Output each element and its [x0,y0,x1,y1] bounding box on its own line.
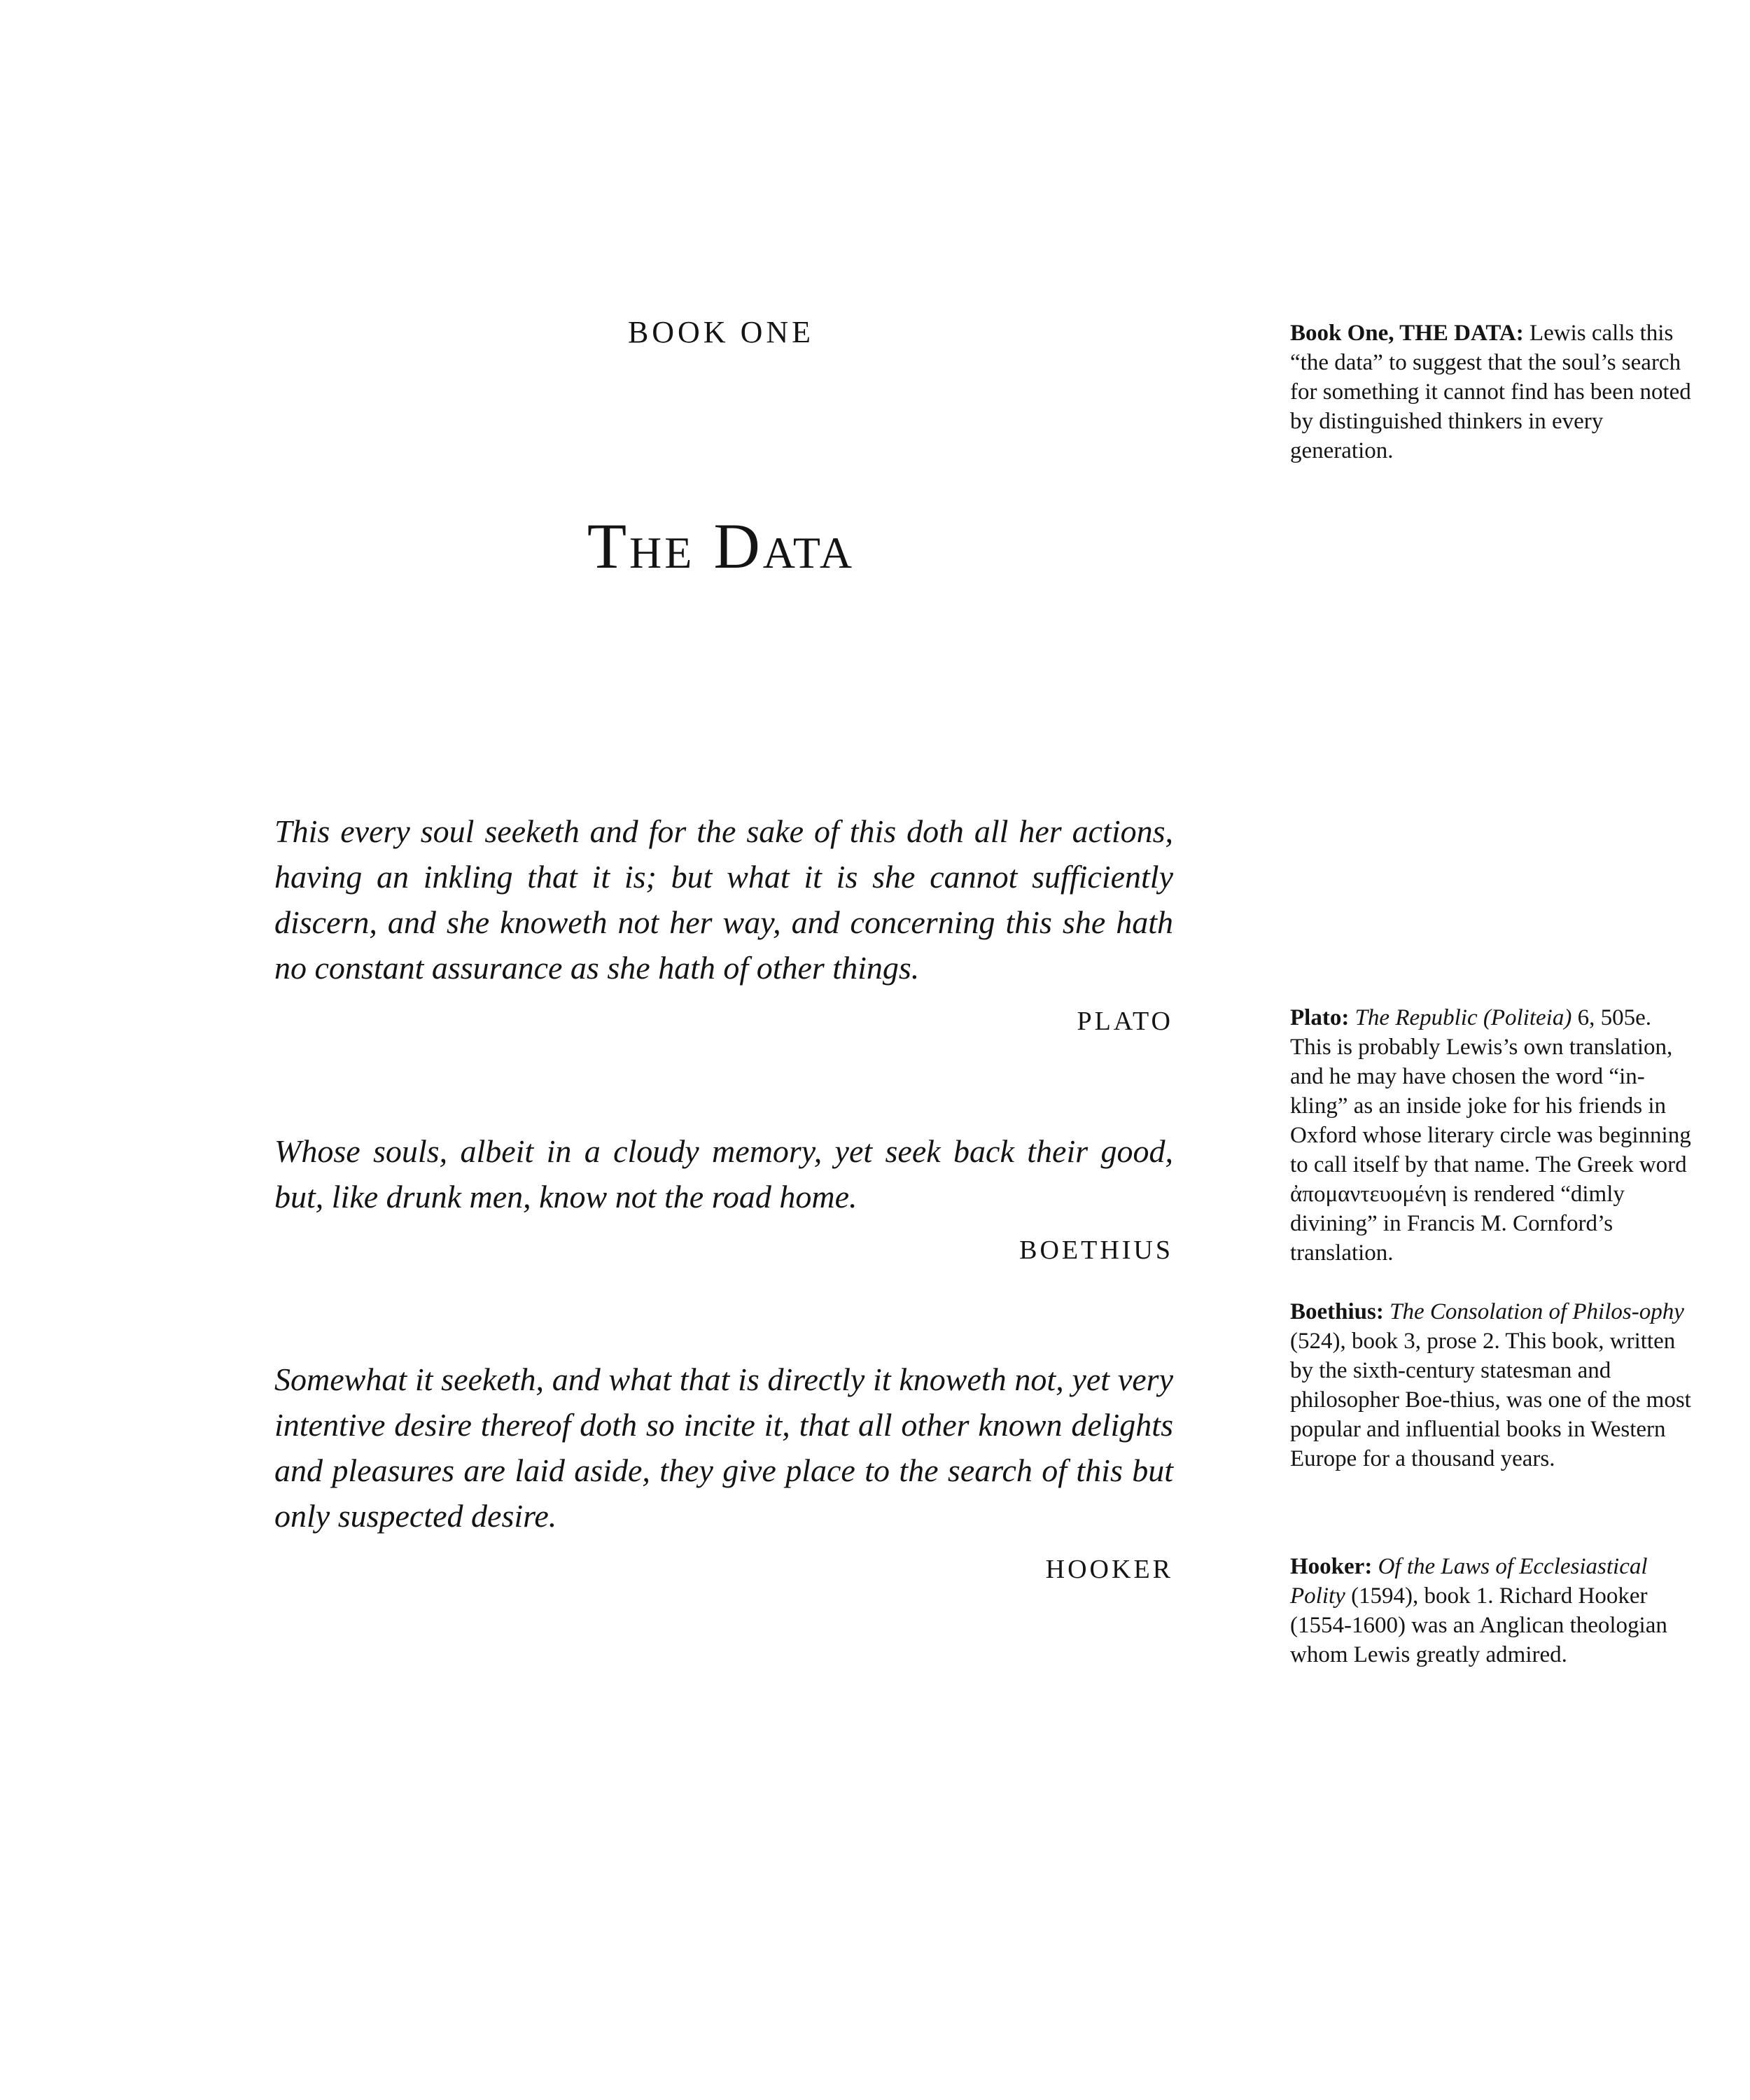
note-work-title: The Republic (Politeia) [1349,1005,1572,1030]
epigraph-attribution: HOOKER [1045,1555,1173,1584]
note-work-title: The Consolation of Philos-ophy [1383,1299,1684,1324]
note-head: Boethius: [1290,1299,1384,1324]
epigraph-quote: This every soul seeketh and for the sake of this doth all her actions, having an inkling that it is; but what it is she cannot sufficiently discern, and she knoweth not her way, and concerning this she hath no constant assurance as she hath of other things. [274,813,1173,986]
epigraph-attribution: PLATO [1077,1007,1173,1036]
margin-note-book-one [1290,318,1696,465]
epigraph-boethius [274,1128,1173,1271]
margin-note-hooker [1290,1552,1696,1670]
epigraph-hooker [274,1357,1173,1590]
note-text: 6, 505e. This is probably Lewis’s own translation, and he may have chosen the word “in-kling” as an inside joke for his friends in Oxford whose literary circle was beginning to call itself by that name. The Greek word ἀπομαντευομένη is rendered “dimly divining” in Francis M. Cornford’s translation. [1290,1005,1691,1266]
epigraph-attribution: BOETHIUS [1019,1236,1173,1265]
chapter-title: The Data [587,510,855,582]
epigraph-quote: Somewhat it seeketh, and what that is directly it knoweth not, yet very intentive desire thereof doth so incite it, that all other known delights and pleasures are laid aside, they give place to the search of this but only suspected desire. [274,1362,1173,1534]
note-head: Book One, THE DATA: [1290,321,1524,346]
note-text: Lewis calls this “the data” to suggest that the soul’s search for something it cannot find has been noted by distinguished thinkers in every generation. [1290,321,1691,463]
note-text: (1594), book 1. Richard Hooker (1554-1600) was an Anglican theologian whom Lewis greatly admired. [1290,1583,1667,1667]
epigraph-plato [274,808,1173,1042]
note-head: Hooker: [1290,1554,1373,1579]
note-text: (524), book 3, prose 2. This book, written by the sixth-century statesman and philosopher Boe-thius, was one of the most popular and influential books in Western Europe for a thousand years. [1290,1329,1691,1471]
note-head: Plato: [1290,1005,1350,1030]
book-label: BOOK ONE [627,315,815,349]
margin-note-plato [1290,1003,1696,1268]
note-work-title: Of the Laws of Ecclesiastical Polity [1290,1554,1648,1609]
margin-note-boethius [1290,1297,1696,1474]
epigraph-quote: Whose souls, albeit in a cloudy memory, yet seek back their good, but, like drunk men, know not the road home. [274,1133,1173,1214]
